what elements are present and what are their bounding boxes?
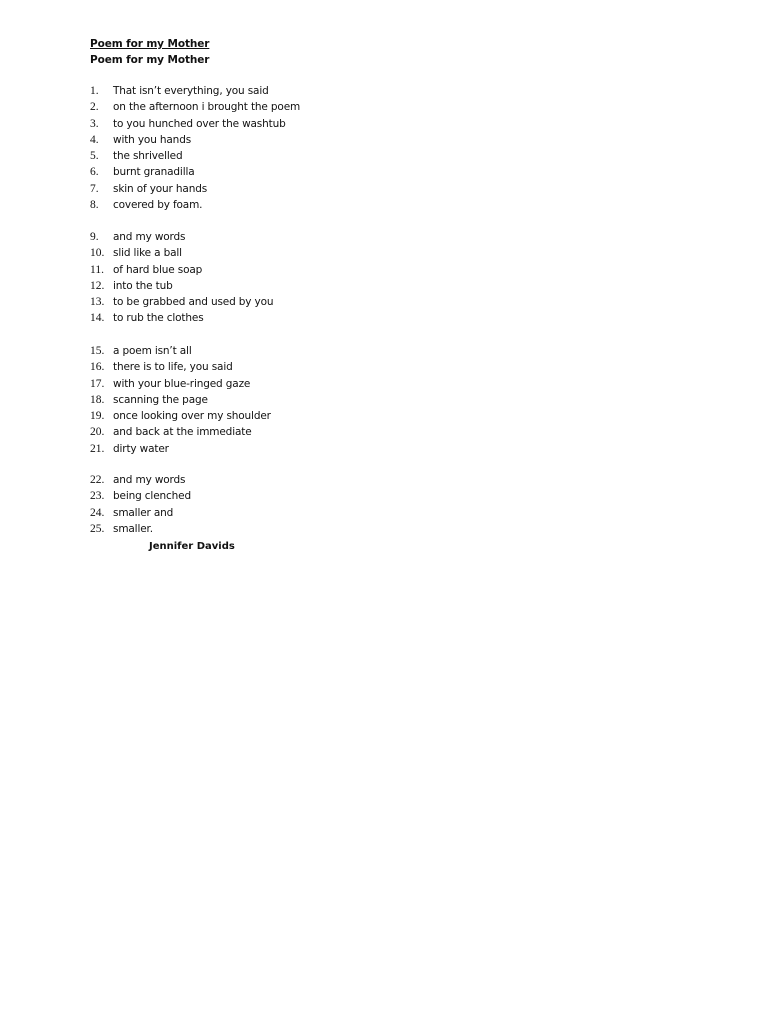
poem-line — [90, 229, 273, 245]
line-text: with your blue-ringed gaze — [113, 377, 251, 390]
poem-title: Poem for my Mother — [90, 54, 210, 66]
line-text: there is to life, you said — [113, 361, 233, 374]
line-text: a poem isn’t all — [113, 345, 192, 358]
poem-line — [90, 343, 271, 359]
poem-line — [90, 262, 273, 278]
line-number: 12. — [90, 279, 105, 292]
line-text: to be grabbed and used by you — [113, 296, 274, 309]
line-number: 9. — [90, 231, 99, 244]
line-text: on the afternoon i brought the poem — [113, 101, 301, 114]
poem-line — [90, 164, 300, 180]
line-text: scanning the page — [113, 393, 208, 406]
line-number: 4. — [90, 133, 99, 146]
line-number: 24. — [90, 506, 105, 519]
poem-line — [90, 181, 300, 197]
line-text: the shrivelled — [113, 150, 183, 163]
poem-line — [90, 441, 271, 457]
line-text: smaller. — [113, 522, 153, 535]
poem-line — [90, 278, 273, 294]
poem-line — [90, 505, 191, 521]
poem-line — [90, 132, 300, 148]
line-number: 18. — [90, 393, 105, 406]
line-text: skin of your hands — [113, 182, 208, 195]
poem-line — [90, 83, 300, 99]
poem-line — [90, 488, 191, 504]
line-number: 11. — [90, 263, 104, 276]
stanza-1 — [90, 83, 300, 213]
poem-line — [90, 245, 273, 261]
poem-line — [90, 116, 300, 132]
line-number: 16. — [90, 361, 105, 374]
line-number: 7. — [90, 182, 99, 195]
line-number: 14. — [90, 312, 105, 325]
poem-line — [90, 294, 273, 310]
line-number: 22. — [90, 474, 105, 487]
line-text: into the tub — [113, 279, 173, 292]
line-text: burnt granadilla — [113, 166, 195, 179]
line-number: 25. — [90, 522, 105, 535]
line-number: 3. — [90, 117, 99, 130]
line-text: and my words — [113, 231, 186, 244]
line-text: smaller and — [113, 506, 174, 519]
poem-author: Jennifer Davids — [149, 541, 235, 552]
line-text: and my words — [113, 474, 186, 487]
line-number: 15. — [90, 345, 105, 358]
poem-line — [90, 197, 300, 213]
line-text: of hard blue soap — [113, 263, 203, 276]
line-text: dirty water — [113, 442, 169, 455]
stanza-2 — [90, 229, 273, 327]
line-text: and back at the immediate — [113, 426, 252, 439]
stanza-3 — [90, 343, 271, 457]
poem-line — [90, 310, 273, 326]
line-text: slid like a ball — [113, 247, 182, 260]
line-number: 2. — [90, 101, 99, 114]
line-number: 8. — [90, 198, 99, 211]
line-number: 20. — [90, 426, 105, 439]
line-number: 13. — [90, 296, 105, 309]
line-text: being clenched — [113, 490, 191, 503]
line-number: 21. — [90, 442, 105, 455]
line-text: to rub the clothes — [113, 312, 204, 325]
poem-line — [90, 424, 271, 440]
poem-line — [90, 408, 271, 424]
line-text: That isn’t everything, you said — [113, 85, 269, 98]
line-number: 1. — [90, 85, 99, 98]
poem-line — [90, 148, 300, 164]
poem-line — [90, 359, 271, 375]
poem-line — [90, 376, 271, 392]
line-text: covered by foam. — [113, 198, 203, 211]
line-text: to you hunched over the washtub — [113, 117, 286, 130]
line-number: 10. — [90, 247, 105, 260]
poem-line — [90, 472, 191, 488]
line-text: with you hands — [113, 133, 192, 146]
line-number: 17. — [90, 377, 105, 390]
poem-title-underlined: Poem for my Mother — [90, 38, 210, 50]
line-text: once looking over my shoulder — [113, 410, 271, 423]
poem-line — [90, 392, 271, 408]
line-number: 5. — [90, 150, 99, 163]
line-number: 6. — [90, 166, 99, 179]
stanza-4 — [90, 472, 191, 537]
poem-line — [90, 99, 300, 115]
poem-line — [90, 521, 191, 537]
line-number: 19. — [90, 410, 105, 423]
line-number: 23. — [90, 490, 105, 503]
